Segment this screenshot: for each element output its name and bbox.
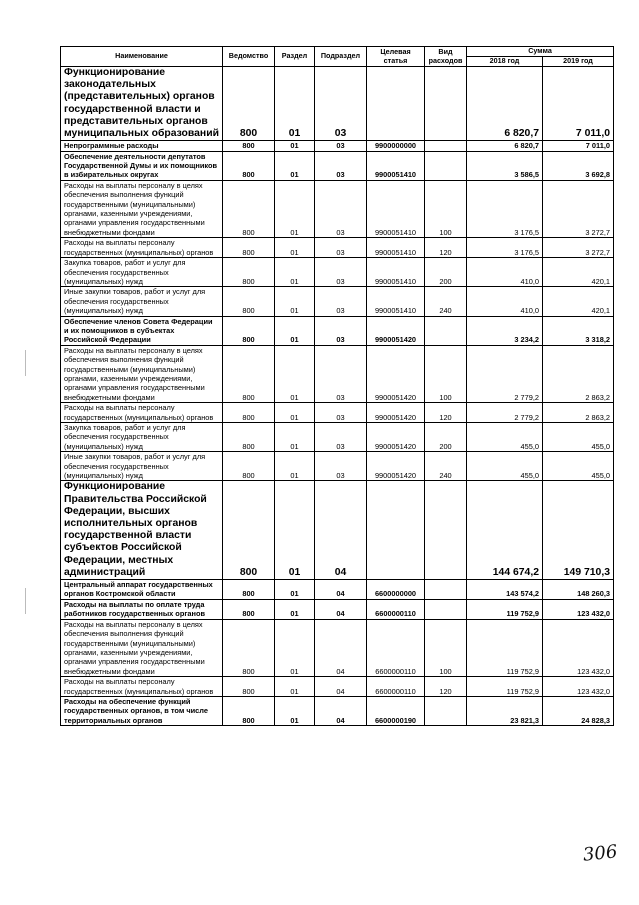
table-row bbox=[61, 180, 614, 237]
table-row bbox=[61, 67, 614, 141]
row-name: Обеспечение деятельности депутатов Государственной Думы и их помощников в избирательных округах bbox=[61, 151, 223, 180]
row-name: Расходы на выплаты персоналу государственных (муниципальных) органов bbox=[61, 403, 223, 423]
row-name: Иные закупки товаров, работ и услуг для обеспечения государственных (муниципальных) нужд bbox=[61, 287, 223, 316]
row-section: 01 bbox=[275, 151, 315, 180]
row-sum-2019: 7 011,0 bbox=[543, 141, 614, 151]
header-year-2019: 2019 год bbox=[543, 57, 614, 67]
row-name: Расходы на выплаты персоналу в целях обеспечения выполнения функций государственными (муниципальными) органами, казенными учреждениями, органами управления государственными внебюджетными фондами bbox=[61, 619, 223, 676]
row-dept: 800 bbox=[223, 481, 275, 580]
row-kind: 100 bbox=[425, 345, 467, 402]
row-kind: 200 bbox=[425, 423, 467, 452]
row-subsection: 03 bbox=[315, 141, 367, 151]
row-sum-2018: 23 821,3 bbox=[467, 696, 543, 725]
row-sum-2019: 3 692,8 bbox=[543, 151, 614, 180]
row-subsection: 03 bbox=[315, 345, 367, 402]
row-sum-2019: 24 828,3 bbox=[543, 696, 614, 725]
row-name: Функционирование Правительства Российской Федерации, высших исполнительных органов государственной власти субъектов Российской Федерации, местных администраций bbox=[61, 481, 223, 580]
row-name: Иные закупки товаров, работ и услуг для обеспечения государственных (муниципальных) нужд bbox=[61, 452, 223, 481]
row-section: 01 bbox=[275, 258, 315, 287]
header-subsection: Подраздел bbox=[315, 47, 367, 67]
row-kind: 120 bbox=[425, 677, 467, 697]
row-dept: 800 bbox=[223, 599, 275, 619]
row-section: 01 bbox=[275, 287, 315, 316]
table-row bbox=[61, 258, 614, 287]
header-kind: Вид расходов bbox=[425, 47, 467, 67]
row-sum-2019: 455,0 bbox=[543, 452, 614, 481]
row-target: 9900051410 bbox=[367, 180, 425, 237]
row-target: 9900051410 bbox=[367, 287, 425, 316]
scan-margin-mark bbox=[25, 350, 26, 376]
row-dept: 800 bbox=[223, 287, 275, 316]
header-sum: Сумма bbox=[467, 47, 614, 57]
row-name: Расходы на выплаты по оплате труда работников государственных органов bbox=[61, 599, 223, 619]
page-number: 306 bbox=[581, 841, 619, 866]
row-kind: 240 bbox=[425, 287, 467, 316]
row-sum-2018: 410,0 bbox=[467, 258, 543, 287]
row-sum-2018: 2 779,2 bbox=[467, 345, 543, 402]
row-subsection: 03 bbox=[315, 287, 367, 316]
row-section: 01 bbox=[275, 345, 315, 402]
table-row bbox=[61, 238, 614, 258]
row-section: 01 bbox=[275, 580, 315, 600]
table-row bbox=[61, 287, 614, 316]
table-row bbox=[61, 403, 614, 423]
header-year-2018: 2018 год bbox=[467, 57, 543, 67]
row-target: 9900051420 bbox=[367, 345, 425, 402]
scan-margin-mark bbox=[25, 588, 26, 614]
table-row bbox=[61, 151, 614, 180]
row-name: Расходы на выплаты персоналу в целях обеспечения выполнения функций государственными (муниципальными) органами, казенными учреждениями, органами управления государственными внебюджетными фондами bbox=[61, 180, 223, 237]
row-section: 01 bbox=[275, 403, 315, 423]
row-name: Непрограммные расходы bbox=[61, 141, 223, 151]
row-sum-2019: 123 432,0 bbox=[543, 619, 614, 676]
row-name: Расходы на выплаты персоналу государственных (муниципальных) органов bbox=[61, 677, 223, 697]
row-dept: 800 bbox=[223, 696, 275, 725]
row-sum-2018: 3 176,5 bbox=[467, 238, 543, 258]
row-section: 01 bbox=[275, 481, 315, 580]
row-name: Расходы на обеспечение функций государственных органов, в том числе территориальных органов bbox=[61, 696, 223, 725]
row-kind: 100 bbox=[425, 180, 467, 237]
row-subsection: 03 bbox=[315, 180, 367, 237]
table-row bbox=[61, 423, 614, 452]
row-kind bbox=[425, 599, 467, 619]
row-dept: 800 bbox=[223, 67, 275, 141]
row-sum-2019: 3 318,2 bbox=[543, 316, 614, 345]
row-section: 01 bbox=[275, 316, 315, 345]
row-name: Центральный аппарат государственных органов Костромской области bbox=[61, 580, 223, 600]
row-subsection: 03 bbox=[315, 238, 367, 258]
row-name: Функционирование законодательных (представительных) органов государственной власти и представительных органов муниципальных образований bbox=[61, 67, 223, 141]
row-sum-2018: 455,0 bbox=[467, 423, 543, 452]
row-dept: 800 bbox=[223, 141, 275, 151]
row-section: 01 bbox=[275, 141, 315, 151]
table-row bbox=[61, 141, 614, 151]
table-row bbox=[61, 345, 614, 402]
row-dept: 800 bbox=[223, 258, 275, 287]
row-dept: 800 bbox=[223, 619, 275, 676]
row-sum-2018: 3 234,2 bbox=[467, 316, 543, 345]
row-sum-2019: 2 863,2 bbox=[543, 403, 614, 423]
row-sum-2019: 420,1 bbox=[543, 258, 614, 287]
row-sum-2018: 3 176,5 bbox=[467, 180, 543, 237]
row-kind: 120 bbox=[425, 238, 467, 258]
row-kind: 120 bbox=[425, 403, 467, 423]
budget-table bbox=[60, 46, 614, 726]
row-target: 9900051410 bbox=[367, 151, 425, 180]
row-target: 6600000190 bbox=[367, 696, 425, 725]
row-subsection: 03 bbox=[315, 452, 367, 481]
row-subsection: 04 bbox=[315, 599, 367, 619]
table-row bbox=[61, 580, 614, 600]
row-sum-2018: 6 820,7 bbox=[467, 141, 543, 151]
table-row bbox=[61, 481, 614, 580]
row-kind bbox=[425, 481, 467, 580]
table-body bbox=[61, 67, 614, 726]
row-kind bbox=[425, 316, 467, 345]
row-sum-2019: 148 260,3 bbox=[543, 580, 614, 600]
row-subsection: 04 bbox=[315, 696, 367, 725]
row-subsection: 03 bbox=[315, 258, 367, 287]
row-sum-2018: 455,0 bbox=[467, 452, 543, 481]
row-subsection: 04 bbox=[315, 481, 367, 580]
row-sum-2019: 420,1 bbox=[543, 287, 614, 316]
row-kind bbox=[425, 696, 467, 725]
header-target: Целевая статья bbox=[367, 47, 425, 67]
table-row bbox=[61, 316, 614, 345]
row-subsection: 03 bbox=[315, 316, 367, 345]
row-sum-2019: 7 011,0 bbox=[543, 67, 614, 141]
row-target: 6600000110 bbox=[367, 677, 425, 697]
budget-sheet bbox=[60, 46, 613, 726]
row-sum-2019: 455,0 bbox=[543, 423, 614, 452]
row-target bbox=[367, 481, 425, 580]
row-dept: 800 bbox=[223, 238, 275, 258]
header-dept: Ведомство bbox=[223, 47, 275, 67]
row-dept: 800 bbox=[223, 677, 275, 697]
row-section: 01 bbox=[275, 67, 315, 141]
row-subsection: 04 bbox=[315, 619, 367, 676]
row-section: 01 bbox=[275, 599, 315, 619]
row-subsection: 04 bbox=[315, 580, 367, 600]
row-kind bbox=[425, 141, 467, 151]
row-section: 01 bbox=[275, 696, 315, 725]
row-sum-2018: 6 820,7 bbox=[467, 67, 543, 141]
row-dept: 800 bbox=[223, 345, 275, 402]
row-dept: 800 bbox=[223, 423, 275, 452]
row-kind bbox=[425, 151, 467, 180]
row-sum-2018: 144 674,2 bbox=[467, 481, 543, 580]
table-row bbox=[61, 619, 614, 676]
header-section: Раздел bbox=[275, 47, 315, 67]
row-dept: 800 bbox=[223, 180, 275, 237]
row-section: 01 bbox=[275, 619, 315, 676]
row-name: Закупка товаров, работ и услуг для обеспечения государственных (муниципальных) нужд bbox=[61, 258, 223, 287]
row-name: Обеспечение членов Совета Федерации и их помощников в субъектах Российской Федерации bbox=[61, 316, 223, 345]
row-kind: 240 bbox=[425, 452, 467, 481]
row-dept: 800 bbox=[223, 316, 275, 345]
row-kind: 200 bbox=[425, 258, 467, 287]
row-section: 01 bbox=[275, 423, 315, 452]
row-sum-2018: 143 574,2 bbox=[467, 580, 543, 600]
row-subsection: 03 bbox=[315, 403, 367, 423]
row-sum-2019: 2 863,2 bbox=[543, 345, 614, 402]
row-subsection: 03 bbox=[315, 151, 367, 180]
row-target: 9900051420 bbox=[367, 452, 425, 481]
row-target: 9900051420 bbox=[367, 423, 425, 452]
row-section: 01 bbox=[275, 677, 315, 697]
row-name: Закупка товаров, работ и услуг для обеспечения государственных (муниципальных) нужд bbox=[61, 423, 223, 452]
header-name: Наименование bbox=[61, 47, 223, 67]
row-target: 9900051410 bbox=[367, 238, 425, 258]
row-kind bbox=[425, 580, 467, 600]
row-target: 6600000000 bbox=[367, 580, 425, 600]
row-subsection: 03 bbox=[315, 67, 367, 141]
row-target: 9900051410 bbox=[367, 258, 425, 287]
row-kind: 100 bbox=[425, 619, 467, 676]
table-row bbox=[61, 599, 614, 619]
row-target: 9900000000 bbox=[367, 141, 425, 151]
row-name: Расходы на выплаты персоналу государственных (муниципальных) органов bbox=[61, 238, 223, 258]
row-sum-2019: 3 272,7 bbox=[543, 238, 614, 258]
row-sum-2018: 3 586,5 bbox=[467, 151, 543, 180]
row-sum-2018: 119 752,9 bbox=[467, 677, 543, 697]
row-subsection: 04 bbox=[315, 677, 367, 697]
row-sum-2018: 119 752,9 bbox=[467, 599, 543, 619]
row-sum-2019: 123 432,0 bbox=[543, 599, 614, 619]
row-dept: 800 bbox=[223, 452, 275, 481]
row-sum-2019: 149 710,3 bbox=[543, 481, 614, 580]
row-target: 9900051420 bbox=[367, 316, 425, 345]
row-sum-2018: 119 752,9 bbox=[467, 619, 543, 676]
row-subsection: 03 bbox=[315, 423, 367, 452]
row-dept: 800 bbox=[223, 580, 275, 600]
row-kind bbox=[425, 67, 467, 141]
row-sum-2018: 410,0 bbox=[467, 287, 543, 316]
row-sum-2018: 2 779,2 bbox=[467, 403, 543, 423]
table-row bbox=[61, 696, 614, 725]
row-section: 01 bbox=[275, 180, 315, 237]
row-target: 6600000110 bbox=[367, 599, 425, 619]
table-row bbox=[61, 677, 614, 697]
row-section: 01 bbox=[275, 452, 315, 481]
row-target: 9900051420 bbox=[367, 403, 425, 423]
row-target bbox=[367, 67, 425, 141]
row-dept: 800 bbox=[223, 151, 275, 180]
table-row bbox=[61, 452, 614, 481]
row-section: 01 bbox=[275, 238, 315, 258]
row-target: 6600000110 bbox=[367, 619, 425, 676]
row-sum-2019: 123 432,0 bbox=[543, 677, 614, 697]
row-dept: 800 bbox=[223, 403, 275, 423]
row-sum-2019: 3 272,7 bbox=[543, 180, 614, 237]
row-name: Расходы на выплаты персоналу в целях обеспечения выполнения функций государственными (муниципальными) органами, казенными учреждениями, органами управления государственными внебюджетными фондами bbox=[61, 345, 223, 402]
